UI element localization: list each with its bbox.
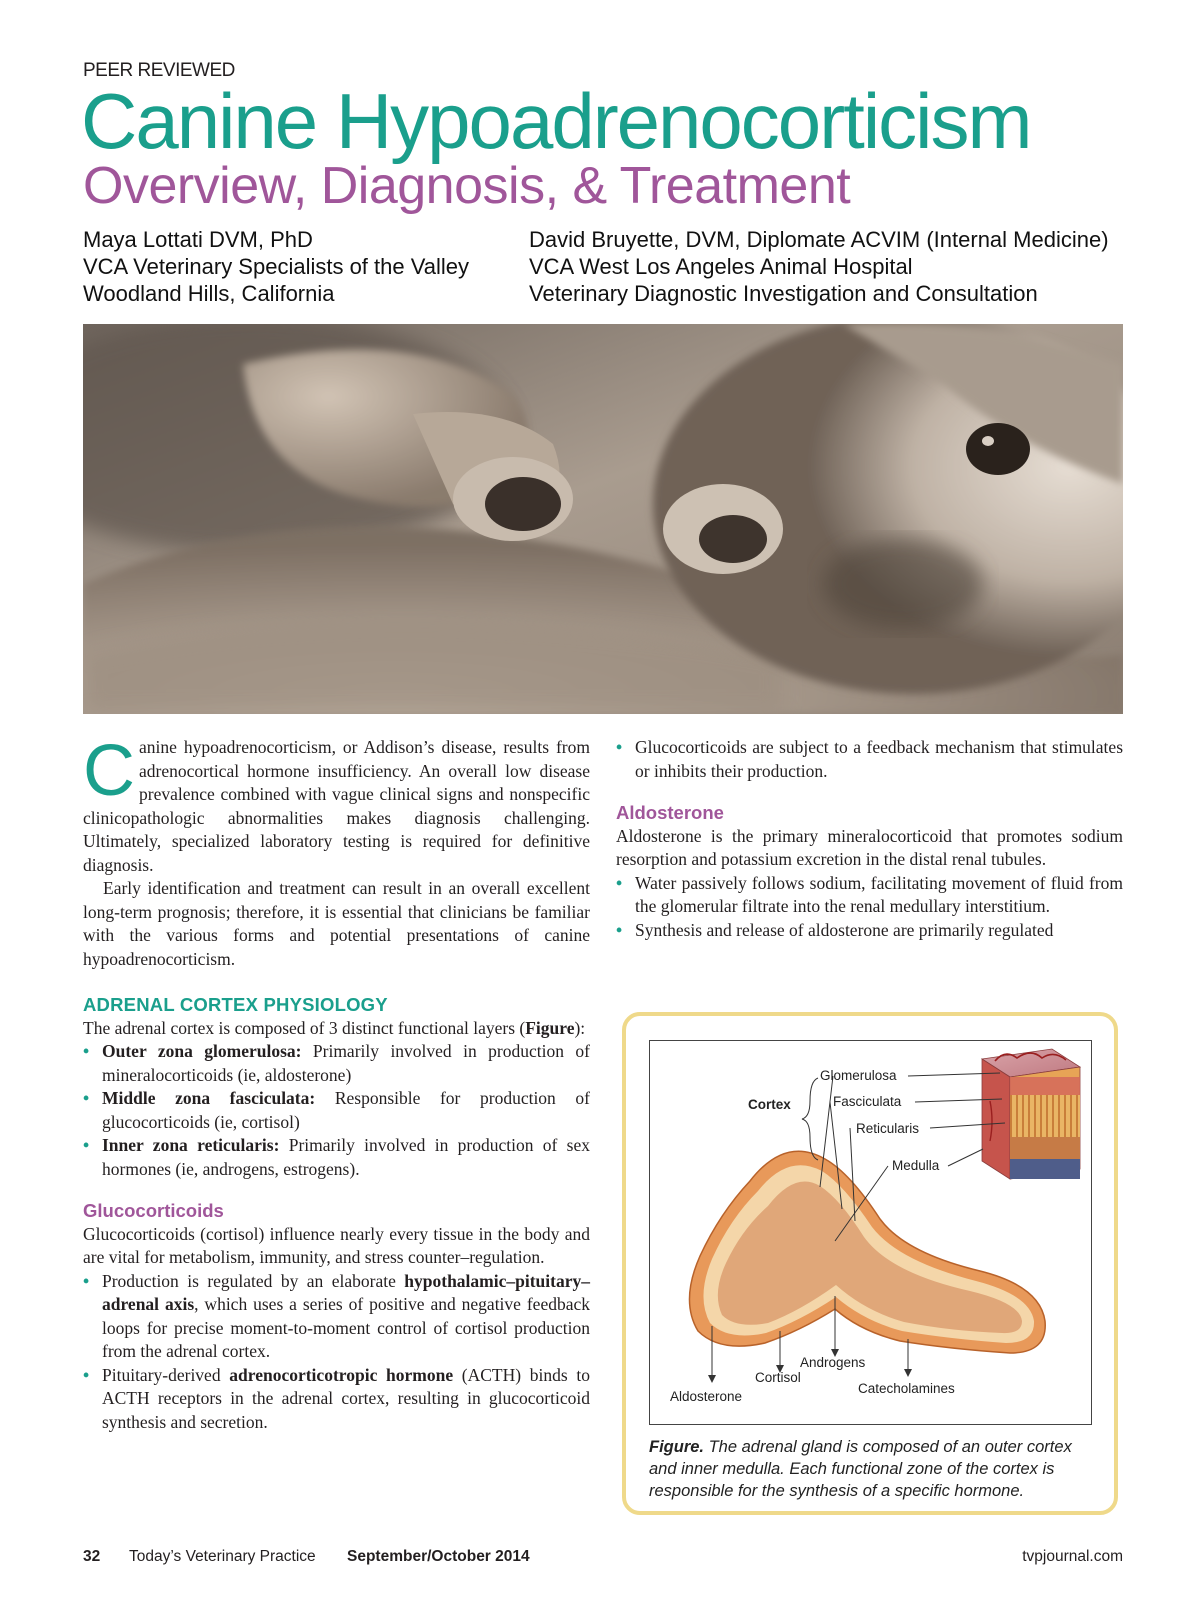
glucocorticoids-intro: Glucocorticoids (cortisol) influence nearly every tissue in the body and are vital for metabolism, immunity, and stress counter–regulation. bbox=[83, 1223, 590, 1267]
author-name: David Bruyette, DVM, Diplomate ACVIM (Internal Medicine) bbox=[529, 227, 1109, 252]
dropcap-letter: C bbox=[83, 731, 135, 811]
list-item: • Pituitary-derived adrenocorticotropic hormone (ACTH) binds to ACTH receptors in the adrenal cortex, resulting in glucocorticoid synthesis and secretion. bbox=[83, 1364, 590, 1435]
label-aldosterone: Aldosterone bbox=[670, 1389, 743, 1404]
adrenal-gland-diagram bbox=[649, 1040, 1092, 1425]
intro-paragraph-2: Early identification and treatment can result in an overall excellent long-term prognosis; therefore, it is essential that clinicians be familiar with the various forms and potential presentations of canine hypoadrenocorticism. bbox=[83, 878, 590, 969]
magazine-name: Today’s Veterinary Practice bbox=[129, 1548, 316, 1565]
list-item: • Production is regulated by an elaborate hypothalamic–pituitary–adrenal axis, which uses a series of positive and negative feedback loops for precise moment-to-moment control of cortisol production from the adrenal cortex. bbox=[83, 1270, 590, 1364]
cortex-layers-list bbox=[83, 1040, 590, 1181]
left-column bbox=[83, 731, 590, 1434]
issue-date: September/October 2014 bbox=[347, 1548, 530, 1565]
aldosterone-intro: Aldosterone is the primary mineralocorticoid that promotes sodium resorption and potassium excretion in the distal renal tubules. bbox=[616, 825, 1123, 869]
label-cortisol: Cortisol bbox=[755, 1370, 801, 1385]
label-androgens: Androgens bbox=[800, 1355, 866, 1370]
page-number: 32 bbox=[83, 1548, 101, 1565]
hero-photo-illustration bbox=[83, 324, 1123, 714]
footer-url: tvpjournal.com bbox=[1022, 1548, 1123, 1565]
figure-caption-text: The adrenal gland is composed of an outer cortex and inner medulla. Each functional zone of the cortex is responsible for the synthesis of a specific hormone. bbox=[649, 1438, 1072, 1500]
physiology-intro: The adrenal cortex is composed of 3 distinct functional layers (Figure): bbox=[83, 1017, 586, 1038]
kicker-label: PEER REVIEWED bbox=[83, 60, 235, 81]
subheading-aldosterone: Aldosterone bbox=[616, 802, 724, 823]
label-cortex: Cortex bbox=[748, 1097, 791, 1112]
figure-caption bbox=[649, 1436, 1094, 1502]
author-block-right bbox=[529, 226, 1109, 307]
label-reticularis: Reticularis bbox=[856, 1121, 920, 1136]
article-subtitle: Overview, Diagnosis, & Treatment bbox=[83, 157, 851, 215]
label-catecholamines: Catecholamines bbox=[858, 1381, 955, 1396]
right-column bbox=[616, 736, 1123, 942]
author-affiliation: VCA Veterinary Specialists of the Valley bbox=[83, 254, 470, 279]
list-item: • Middle zona fasciculata: Responsible for production of glucocorticoids (ie, cortisol) bbox=[83, 1087, 590, 1134]
glucocorticoids-list bbox=[83, 1270, 590, 1435]
intro-paragraph bbox=[83, 731, 590, 877]
author-affiliation: VCA West Los Angeles Animal Hospital bbox=[529, 254, 913, 279]
author-block-left bbox=[83, 226, 469, 307]
author-name: Maya Lottati DVM, PhD bbox=[83, 227, 313, 252]
adrenal-gland-illustration bbox=[650, 1041, 1090, 1423]
label-fasciculata: Fasciculata bbox=[833, 1094, 902, 1109]
intro-text: anine hypoadrenocorticism, or Addison’s disease, results from adrenocortical hormone insufficiency. An overall low disease prevalence combined with vague clinical signs and nonspecific clinicopathologic abnormalities makes diagnosis challenging. Ultimately, specialized laboratory testing is required for definitive diagnosis. bbox=[83, 737, 590, 875]
glucocorticoids-list-continued bbox=[616, 736, 1123, 783]
figure-box bbox=[622, 1012, 1118, 1515]
article-title: Canine Hypoadrenocorticism bbox=[81, 77, 1031, 165]
list-item: • Water passively follows sodium, facilitating movement of fluid from the glomerular filtrate into the renal medullary interstitium. bbox=[616, 872, 1123, 919]
list-item: • Synthesis and release of aldosterone are primarily regulated bbox=[616, 919, 1123, 943]
figure-caption-label: Figure. bbox=[649, 1438, 705, 1456]
label-glomerulosa: Glomerulosa bbox=[820, 1068, 897, 1083]
aldosterone-list bbox=[616, 872, 1123, 943]
author-department: Veterinary Diagnostic Investigation and Consultation bbox=[529, 281, 1038, 306]
label-medulla: Medulla bbox=[892, 1158, 940, 1173]
list-item: • Inner zona reticularis: Primarily involved in production of sex hormones (ie, androgens, estrogens). bbox=[83, 1134, 590, 1181]
list-item: • Outer zona glomerulosa: Primarily involved in production of mineralocorticoids (ie, aldosterone) bbox=[83, 1040, 590, 1087]
subheading-glucocorticoids: Glucocorticoids bbox=[83, 1200, 224, 1221]
list-item: • Glucocorticoids are subject to a feedback mechanism that stimulates or inhibits their production. bbox=[616, 736, 1123, 783]
hero-photo bbox=[83, 324, 1123, 714]
author-location: Woodland Hills, California bbox=[83, 281, 335, 306]
section-heading-physiology: ADRENAL CORTEX PHYSIOLOGY bbox=[83, 994, 388, 1015]
